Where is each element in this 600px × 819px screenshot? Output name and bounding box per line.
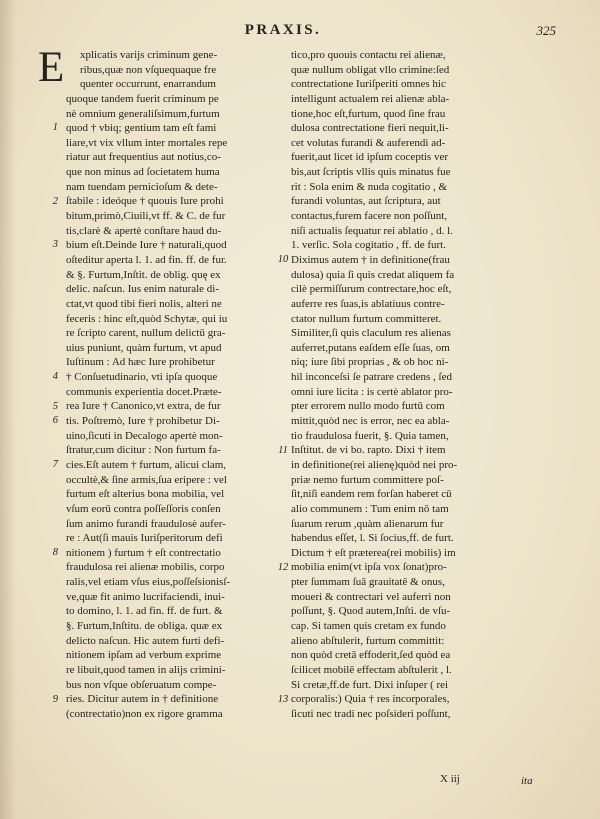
drop-cap-initial: E bbox=[38, 44, 65, 91]
text-line: communis experientia docet.Præte- bbox=[66, 385, 222, 398]
text-line: bitum,primò,Ciuili,vt ff. & C. de fur bbox=[66, 210, 226, 223]
text-line: nam tuendam pernicioſum & dete- bbox=[66, 180, 218, 193]
margin-number: 3 bbox=[52, 239, 58, 251]
text-line: tico,pro quouis contactu rei alienæ, bbox=[291, 49, 446, 61]
text-line: oſteditur aperta l. 1. ad fin. ff. de fur. bbox=[66, 253, 227, 266]
text-line: feceris : hinc eſt,quòd Schytæ, qui iu bbox=[66, 312, 228, 325]
text-line: corporalis:) Quia † res incorporales, bbox=[291, 693, 450, 706]
text-line: Inſtitut. de vi bo. rapto. Dixi † item bbox=[291, 444, 446, 457]
text-line: ſtratur,cum dicitur : Non furtum fa- bbox=[66, 444, 221, 457]
text-line: rit : Sola enim & nuda cogitatio , & bbox=[291, 180, 448, 193]
text-line: in definitione(rei alienę)quòd nei pro- bbox=[291, 458, 458, 471]
text-line: ries. Dicitur autem in † definitione bbox=[66, 693, 219, 706]
text-line: alio communem : Tum enim nō tam bbox=[291, 502, 449, 515]
margin-number: 7 bbox=[52, 459, 58, 471]
text-line: habendus eſſet, l. Si ſocius,ff. de furt. bbox=[291, 532, 454, 545]
page-gutter-shadow bbox=[0, 0, 16, 819]
margin-number: 13 bbox=[277, 693, 289, 705]
text-line: mittit,quòd nec is error, nec ea abla- bbox=[291, 415, 450, 428]
text-line: ribus,quæ non vſquequaque fre bbox=[80, 63, 217, 76]
text-line: † Conſuetudinario, vti ipſa quoque bbox=[66, 371, 218, 384]
text-line: delicto naſcun. Hic autem furti defi- bbox=[66, 634, 225, 647]
text-line: priæ nemo furtum committere poſ- bbox=[291, 473, 444, 486]
text-line: nitionem ) furtum † eſt contrectatio bbox=[66, 546, 221, 559]
text-line: ſcilicet mobilē effectam abſtulerit , l. bbox=[291, 663, 452, 676]
text-line: niq; iure ſibi proprias , & ob hoc ni- bbox=[291, 356, 449, 369]
text-line: tione,hoc eſt,furtum, quod ſine frau bbox=[291, 107, 446, 120]
text-line: uino,ſicuti in Decalogo apertè mon- bbox=[66, 429, 223, 442]
text-line: ſuarum rerum ,quàm alienarum fur bbox=[291, 517, 444, 530]
margin-number: 1 bbox=[52, 122, 58, 134]
text-line: bis,aut ſcriptis vllis quis minatus fue bbox=[291, 166, 451, 179]
margin-number: 5 bbox=[52, 400, 58, 412]
margin-number: 4 bbox=[52, 371, 58, 383]
text-line: ſicuti nec tradi nec poſsideri poſſunt, bbox=[291, 707, 451, 720]
text-line: tio fraudulosa fuerit, §. Quia tamen, bbox=[291, 429, 449, 442]
margin-number: 9 bbox=[52, 693, 58, 705]
text-line: Iuſtinum : Ad hæc Iure prohibetur bbox=[66, 356, 215, 369]
left-text-column bbox=[66, 48, 286, 721]
text-line: uius puniunt, quàm furtum, vt apud bbox=[66, 341, 222, 354]
text-line: alieno abſtulerit, furtum committit: bbox=[291, 634, 445, 647]
text-line: ctator nullum furtum committeret. bbox=[291, 312, 442, 325]
text-line: ſum animo furandi fraudulosè aufer- bbox=[66, 517, 226, 530]
text-line: re ſcripto carent, nullum delictū gra- bbox=[66, 327, 226, 340]
text-line: bus non vſque obſeruatum compe- bbox=[66, 678, 217, 691]
page-header bbox=[0, 22, 600, 46]
text-line: poſſunt, §. Quod autem,Inſti. de vſu- bbox=[291, 605, 451, 618]
margin-number: 2 bbox=[52, 195, 58, 207]
text-line: intelligunt actualem rei alienæ abla- bbox=[291, 92, 450, 105]
text-line: dulosa contrectatione fieri nequit,li- bbox=[291, 122, 449, 135]
catchword: ita bbox=[521, 775, 533, 787]
text-line: ſtabile : ideóque † quouis Iure prohi bbox=[66, 195, 224, 208]
text-line: non quòd cretā effoderit,ſed quòd ea bbox=[291, 649, 451, 662]
text-line: fuerit,aut licet id ipſum coceptis ver bbox=[291, 151, 449, 164]
text-line: furandi voluntas, aut ſcriptura, aut bbox=[291, 195, 441, 208]
text-line: dulosa) quia ſi quis credat aliquem fa bbox=[291, 268, 455, 281]
text-line: Si cretæ,ff.de furt. Dixi inſuper ( rei bbox=[291, 678, 449, 691]
text-line: re : Aut(ſi mauis Iuriſperitorum defi bbox=[66, 532, 223, 545]
text-line: fraudulosa rei alienæ mobilis, corpo bbox=[66, 561, 225, 574]
text-line: quoque tandem fuerit criminum pe bbox=[66, 92, 219, 105]
text-line: contactus,furem facere non poſſunt, bbox=[291, 210, 448, 223]
text-line: ralis,vel etiam vſus eius,poſſeſsionisſ- bbox=[66, 576, 231, 589]
margin-number: 11 bbox=[278, 444, 288, 456]
text-line: nè omnium generaliſsimum,furtum bbox=[66, 107, 220, 120]
text-line: cies.Eſt autem † furtum, alicui clam, bbox=[66, 458, 227, 471]
text-line: 1. verſic. Sola cogitatio , ff. de furt. bbox=[291, 239, 446, 252]
text-line: omni iure licita : is certè ablator pro- bbox=[291, 385, 453, 398]
text-line: rea Iure † Canonico,vt extra, de fur bbox=[66, 400, 221, 413]
text-line: contrectatione Iuriſperiti omnes hic bbox=[291, 78, 446, 91]
text-line: ſit,niſi eandem rem forſan haberet cū bbox=[291, 488, 452, 501]
margin-number: 6 bbox=[52, 415, 58, 427]
text-line: xplicatis varijs criminum gene- bbox=[80, 49, 218, 61]
text-line: vſum eorū contra poſſeſſoris conſen bbox=[66, 502, 221, 515]
text-line: auferre res ſuas,is ablatiuus contre- bbox=[291, 297, 445, 310]
text-line: quod † vbiq; gentium tam eſt fami bbox=[66, 122, 217, 135]
text-line: cet volutas furandi & auferendi ad- bbox=[291, 136, 446, 149]
text-line: mobilia enim(vt ipſa vox ſonat)pro- bbox=[291, 561, 447, 574]
text-line: moueri & contrectari vel auferri non bbox=[291, 590, 451, 603]
text-line: quæ nullum obligat vllo crimine:ſed bbox=[291, 63, 450, 76]
text-line: tis. Poſtremò, Iure † prohibetur Di- bbox=[66, 415, 220, 428]
text-line: hil inconceſsi ſe patrare credens , ſed bbox=[291, 371, 452, 384]
text-line: Similiter,ſi quis claculum res alienas bbox=[291, 327, 451, 340]
text-line: Diximus autem † in definitione(frau bbox=[291, 253, 450, 266]
text-line: Dictum † eſt præterea(rei mobilis) im bbox=[291, 546, 456, 559]
text-line: que non minus ad ſocietatem huma bbox=[66, 166, 220, 179]
margin-number: 8 bbox=[52, 547, 58, 559]
text-line: nitionem ipſam ad verbum exprime bbox=[66, 649, 222, 662]
text-line: furtum eſt alterius bona mobilia, vel bbox=[66, 488, 225, 501]
text-line: ve,quæ fit animo lucrifaciendi, inui- bbox=[66, 590, 225, 603]
page-number: 325 bbox=[536, 23, 556, 38]
margin-number: 10 bbox=[277, 254, 289, 266]
text-line: niſi actualis ſequatur rei ablatio , d. l. bbox=[291, 224, 453, 237]
text-line: re libuit,quod tamen in alijs crimini- bbox=[66, 663, 226, 676]
running-head: PRAXIS. bbox=[244, 22, 322, 38]
text-line: quenter occurrunt, enarrandum bbox=[80, 78, 216, 91]
text-line: cap. Si tamen quis cretam ex fundo bbox=[291, 619, 446, 632]
right-text-column bbox=[291, 48, 557, 721]
text-line: to domino, l. 1. ad fin. ff. de furt. & bbox=[66, 605, 223, 618]
text-line: cilè permiſſurum contrectare,hoc eſt, bbox=[291, 283, 452, 296]
text-line: tis,clarè & apertè conſtare haud du- bbox=[66, 224, 222, 237]
text-line: & §. Furtum,Inſtit. de oblig. quę ex bbox=[66, 268, 221, 281]
text-line: pter ſummam ſuā grauitatē & onus, bbox=[291, 576, 445, 589]
signature-mark: X iij bbox=[440, 773, 460, 785]
text-line: occultè,& ſine armis,ſua eripere : vel bbox=[66, 473, 227, 486]
margin-number: 12 bbox=[277, 561, 289, 573]
text-line: (contrectatio)non ex rigore gramma bbox=[66, 707, 223, 720]
text-line: ctat,vt quod tibi fieri nolis, alteri ne bbox=[66, 297, 222, 310]
text-line: pter errorem nullo modo furtū com bbox=[291, 400, 445, 413]
text-line: bium eſt.Deinde Iure † naturali,quod bbox=[66, 239, 227, 252]
text-line: liare,vt vix vllum inter mortales repe bbox=[66, 136, 228, 149]
text-line: auferret,putans eaſdem eſſe ſuas, om bbox=[291, 341, 450, 354]
text-line: delic. naſcun. Ius enim naturale di- bbox=[66, 283, 220, 296]
text-line: §. Furtum,Inſtitu. de obliga. quæ ex bbox=[66, 619, 223, 632]
text-line: riatur aut frequentius aut notius,co- bbox=[66, 151, 221, 164]
